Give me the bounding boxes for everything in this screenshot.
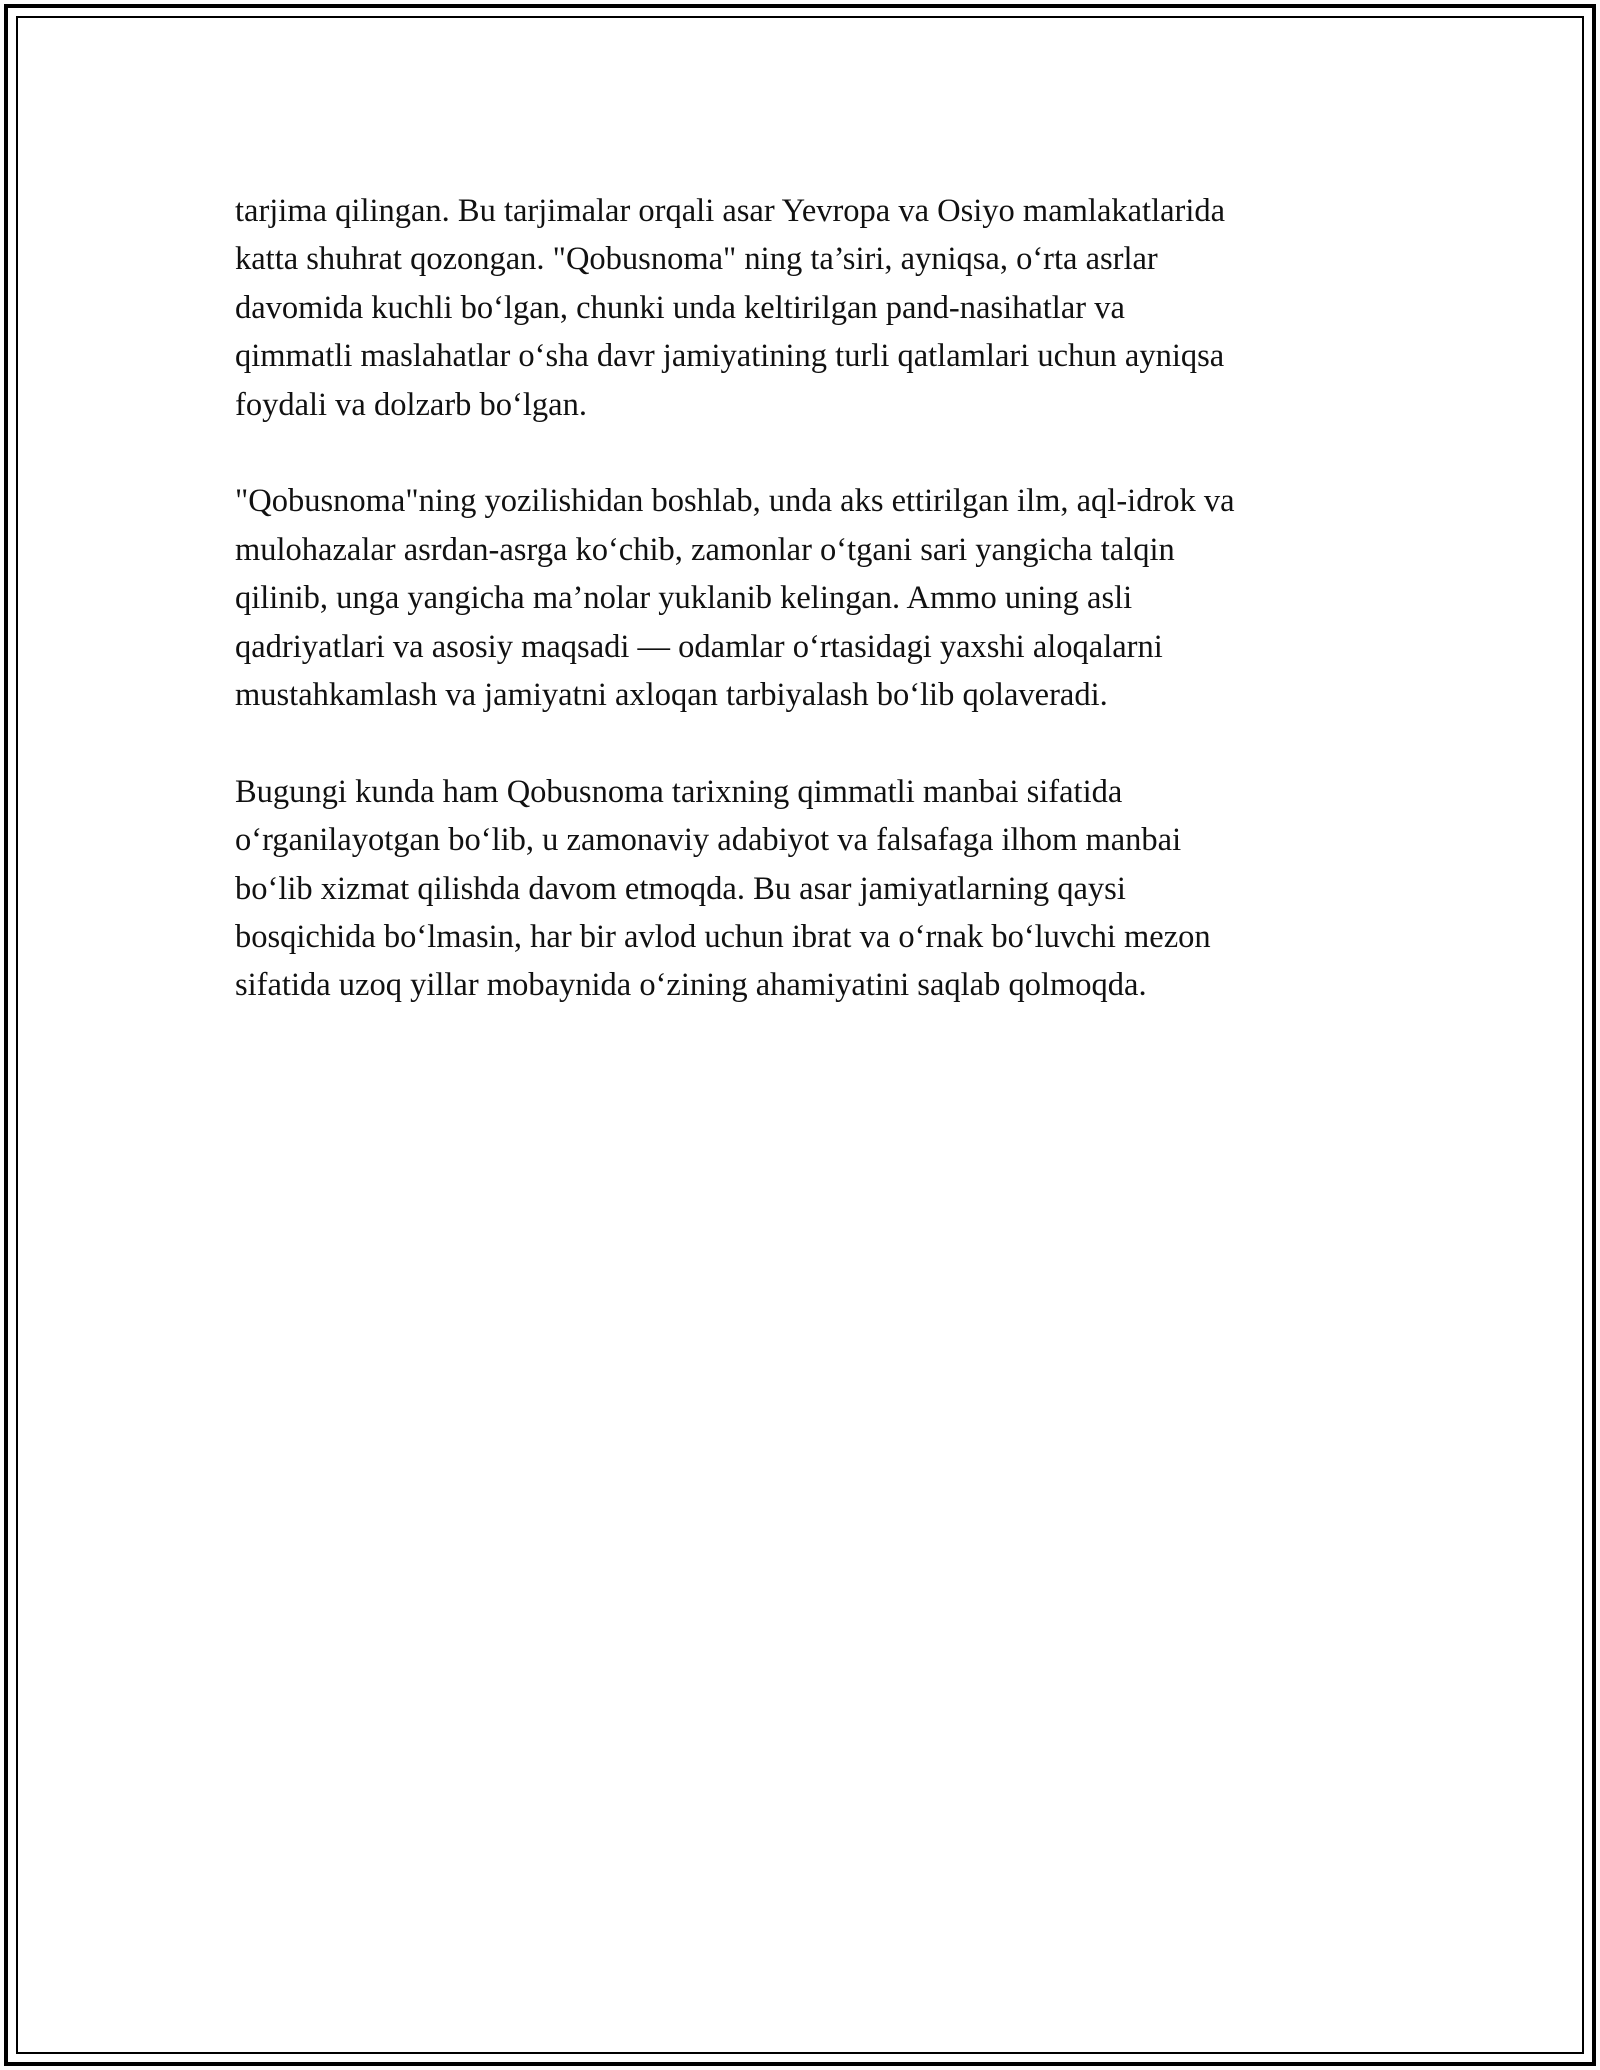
paragraph-2: "Qobusnoma"ning yozilishidan boshlab, unda aks ettirilgan ilm, aql-idrok va mulohazalar asrdan-asrga ko‘chib, zamonlar o‘tgani sari yangicha talqin qilinib, unga yangicha ma’nolar yuklanib kelingan. Ammo uning asli qadriyatlari va asosiy maqsadi — odamlar o‘rtasidagi yaxshi aloqalarni mustahkamlash va jamiyatni axloqan tarbiyalash bo‘lib qolaveradi. [235,483,1235,714]
paragraph-1: tarjima qilingan. Bu tarjimalar orqali asar Yevropa va Osiyo mamlakatlarida katta shuhrat qozongan. "Qobusnoma" ning ta’siri, ayniqsa, o‘rta asrlar davomida kuchli bo‘lgan, chunki unda keltirilgan pand-nasihatlar va qimmatli maslahatlar o‘sha davr jamiyatining turli qatlamlari uchun ayniqsa foydali va dolzarb bo‘lgan. [235,193,1226,423]
paragraph-3: Bugungi kunda ham Qobusnoma tarixning qimmatli manbai sifatida o‘rganilayotgan bo‘lib, u zamonaviy adabiyot va falsafaga ilhom manbai bo‘lib xizmat qilishda davom etmoqda. Bu asar jamiyatlarning qaysi bosqichida bo‘lmasin, har bir avlod uchun ibrat va o‘rnak bo‘luvchi mezon sifatida uzoq yillar mobaynida o‘zining ahamiyatini saqlab qolmoqda. [235,773,1211,1004]
document-body [235,187,1395,1058]
